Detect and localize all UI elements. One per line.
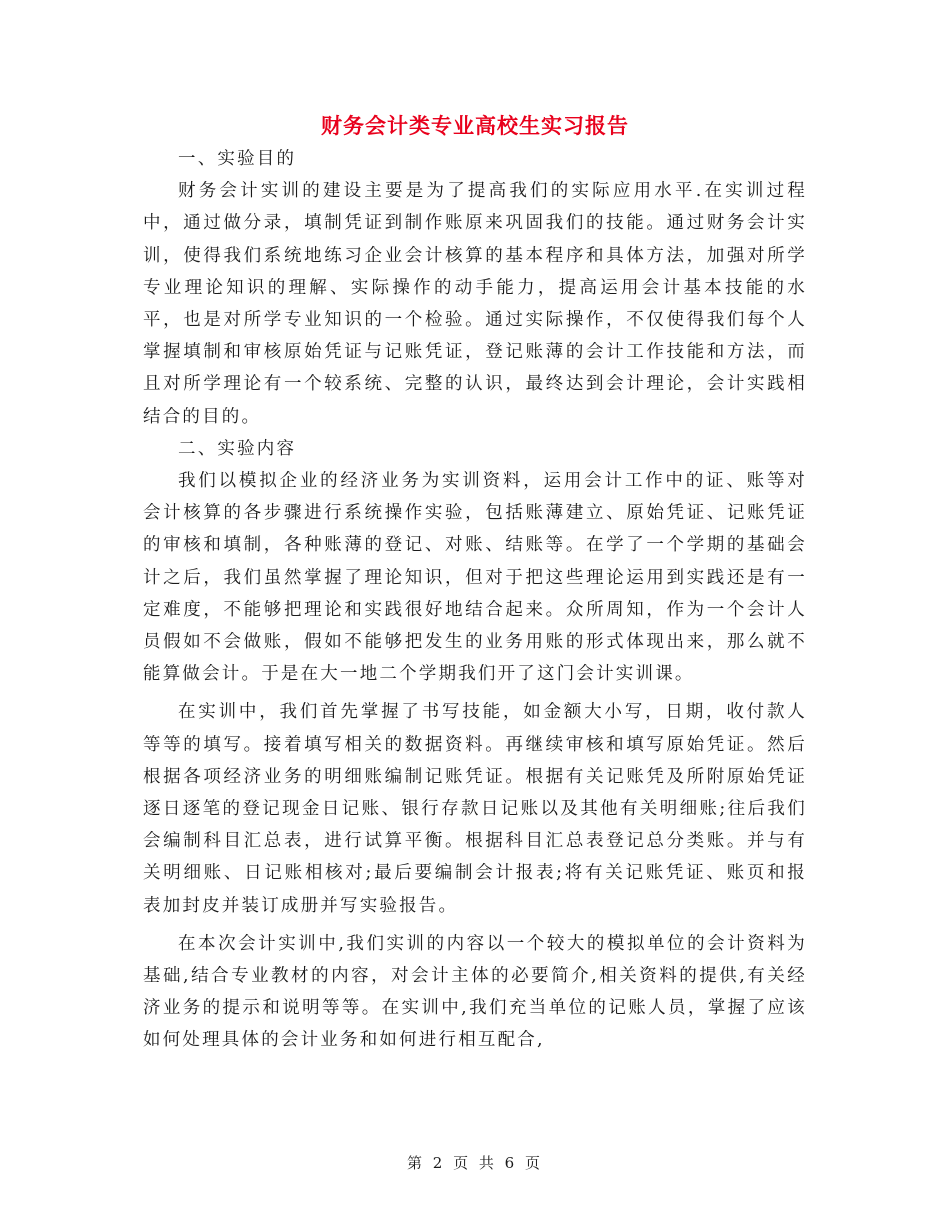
document-body [143,143,807,1057]
section-heading-content: 二、实验内容 [178,438,297,459]
paragraph-content-3: 在本次会计实训中,我们实训的内容以一个较大的模拟单位的会计资料为基础,结合专业教材的内容，对会计主体的必要简介,相关资料的提供,有关经济业务的提示和说明等等。在实训中,我们充当单位的记账人员，掌握了应该如何处理具体的会计业务和如何进行相互配合, [143,933,807,1051]
page-number-footer: 第 2 页 共 6 页 [407,1154,543,1172]
section-heading-purpose: 一、实验目的 [178,149,297,169]
paragraph-content-2: 在实训中，我们首先掌握了书写技能，如金额大小写，日期，收付款人等等的填写。接着填写相关的数据资料。再继续审核和填写原始凭证。然后根据各项经济业务的明细账编制记账凭证。根据有关记账凭及所附原始凭证逐日逐笔的登记现金日记账、银行存款日记账以及其他有关明细账;往后我们会编制科目汇总表，进行试算平衡。根据科目汇总表登记总分类账。并与有关明细账、日记账相核对;最后要编制会计报表;将有关记账凭证、账页和报表加封皮并装订成册并写实验报告。 [143,702,807,916]
paragraph-purpose: 财务会计实训的建设主要是为了提高我们的实际应用水平.在实训过程中，通过做分录，填制凭证到制作账原来巩固我们的技能。通过财务会计实训，使得我们系统地练习企业会计核算的基本程序和具体方法，加强对所学专业理论知识的理解、实际操作的动手能力，提高运用会计基本技能的水平，也是对所学专业知识的一个检验。通过实际操作，不仅使得我们每个人掌握填制和审核原始凭证与记账凭证，登记账薄的会计工作技能和方法，而且对所学理论有一个较系统、完整的认识，最终达到会计理论，会计实践相结合的目的。 [143,181,807,427]
document-title: 财务会计类专业高校生实习报告 [321,113,629,138]
paragraph-content-1: 我们以模拟企业的经济业务为实训资料，运用会计工作中的证、账等对会计核算的各步骤进行系统操作实验，包括账薄建立、原始凭证、记账凭证的审核和填制，各种账薄的登记、对账、结账等。在学了一个学期的基础会计之后，我们虽然掌握了理论知识，但对于把这些理论运用到实践还是有一定难度，不能够把理论和实践很好地结合起来。众所周知，作为一个会计人员假如不会做账，假如不能够把发生的业务用账的形式体现出来，那么就不能算做会计。于是在大一地二个学期我们开了这门会计实训课。 [143,471,807,685]
